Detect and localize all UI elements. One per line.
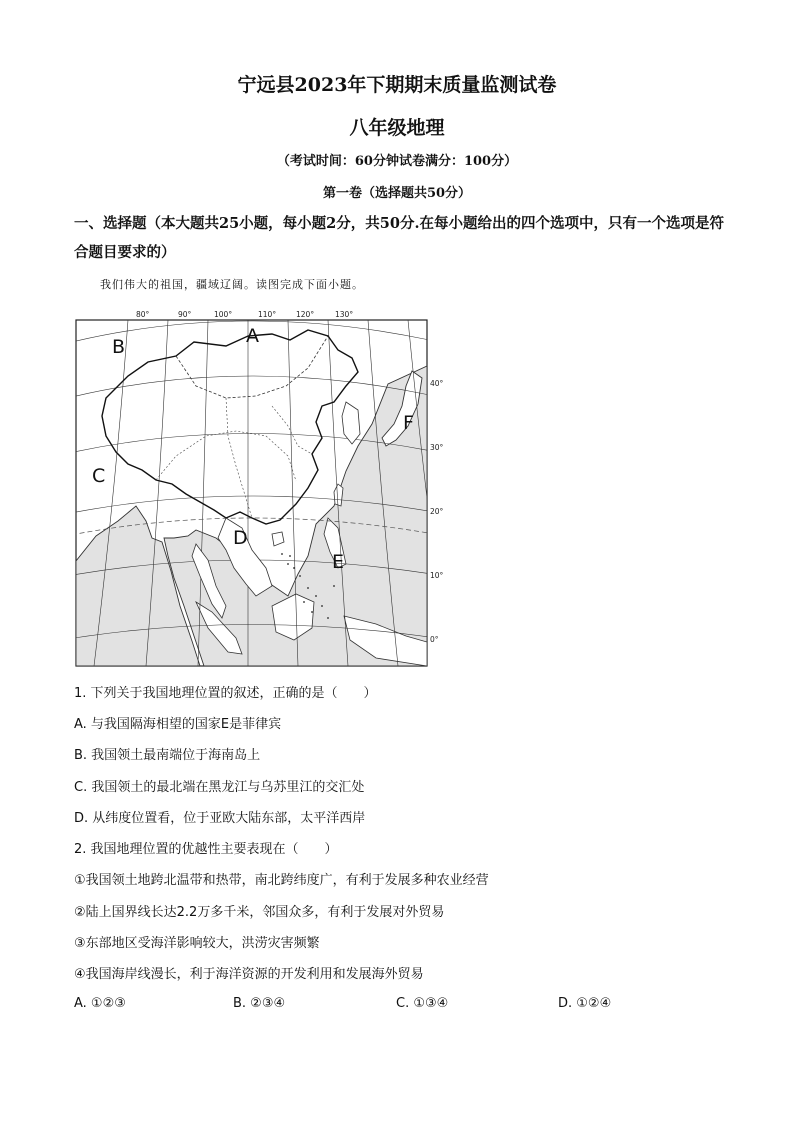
map-intro: 我们伟大的祖国，疆域辽阔。读图完成下面小题。 [100, 278, 364, 291]
point-label-a: A [246, 325, 259, 347]
point-label-d: D [233, 527, 248, 549]
question-1-option-a: A. 与我国隔海相望的国家E是菲律宾 [74, 717, 282, 732]
question-2-option-d: D. ①②④ [558, 996, 612, 1011]
point-label-b: B [112, 336, 126, 358]
point-label-f: F [403, 412, 414, 434]
lat-label: 20° [430, 507, 444, 516]
question-1-option-b: B. 我国领土最南端位于海南岛上 [74, 748, 261, 763]
question-2-stem: 2. 我国地理位置的优越性主要表现在（ ） [74, 842, 338, 857]
lon-label: 120° [296, 310, 315, 319]
lon-label: 90° [178, 310, 192, 319]
lon-label: 100° [214, 310, 233, 319]
lon-label: 130° [335, 310, 354, 319]
question-1-option-c: C. 我国领土的最北端在黑龙江与乌苏里江的交汇处 [74, 780, 365, 795]
point-label-c: C [92, 465, 106, 487]
question-1-stem: 1. 下列关于我国地理位置的叙述，正确的是（ ） [74, 686, 377, 701]
question-2-option-c: C. ①③④ [396, 996, 449, 1011]
part-heading: 第一卷（选择题共50分） [322, 186, 472, 201]
lat-label: 10° [430, 571, 444, 580]
exam-subject: 八年级地理 [349, 117, 445, 139]
point-label-e: E [332, 551, 345, 573]
lat-label: 30° [430, 443, 444, 452]
question-2-option-a: A. ①②③ [74, 996, 126, 1011]
question-1-option-d: D. 从纬度位置看，位于亚欧大陆东部，太平洋西岸 [74, 811, 366, 826]
question-2-statement-2: ②陆上国界线长达2.2万多千米，邻国众多，有利于发展对外贸易 [74, 905, 445, 920]
lat-label: 40° [430, 379, 444, 388]
question-2-option-b: B. ②③④ [233, 996, 286, 1011]
question-2-statement-3: ③东部地区受海洋影响较大，洪涝灾害频繁 [74, 936, 320, 951]
lat-label: 0° [430, 635, 439, 644]
exam-title: 宁远县2023年下期期末质量监测试卷 [237, 74, 557, 96]
lon-label: 80° [136, 310, 150, 319]
china-location-map [76, 306, 444, 668]
question-2-statement-1: ①我国领土地跨北温带和热带，南北跨纬度广，有利于发展多种农业经营 [74, 873, 489, 888]
section-heading: 一、选择题（本大题共25小题，每小题2分，共50分.在每小题给出的四个选项中，只有一个选项是符合题目要求的） [74, 215, 724, 261]
lon-label: 110° [258, 310, 277, 319]
exam-info: （考试时间：60分钟试卷满分：100分） [276, 154, 518, 169]
question-2-statement-4: ④我国海岸线漫长，利于海洋资源的开发利用和发展海外贸易 [74, 967, 424, 982]
